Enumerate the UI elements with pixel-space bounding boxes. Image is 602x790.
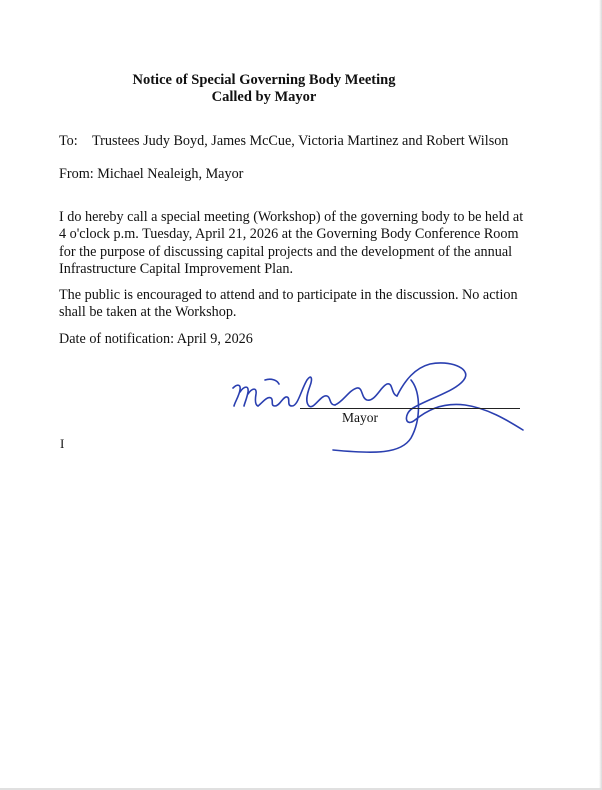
- paragraph-line: The public is encouraged to attend and to participate in the discussion. No action: [59, 287, 518, 303]
- sender-line: From: Michael Nealeigh, Mayor: [59, 166, 244, 182]
- signature-line: [300, 408, 520, 409]
- notification-date: Date of notification: April 9, 2026: [59, 331, 253, 347]
- handwritten-signature: [225, 350, 525, 460]
- meeting-call-paragraph: [59, 209, 529, 278]
- recipients-names: Trustees Judy Boyd, James McCue, Victoria Martinez and Robert Wilson: [92, 133, 509, 149]
- paragraph-line: for the purpose of discussing capital projects and the development of the annual: [59, 243, 513, 260]
- recipients-line: [59, 133, 529, 150]
- signature-block: [225, 350, 525, 460]
- notice-subtitle: Called by Mayor: [211, 89, 317, 105]
- notice-title: Notice of Special Governing Body Meeting: [132, 72, 396, 88]
- stray-mark: I: [60, 436, 65, 451]
- paragraph-line: I do hereby call a special meeting (Workshop) of the governing body to be held at: [59, 209, 524, 225]
- signature-caption: Mayor: [342, 410, 378, 425]
- recipients-label: To:: [59, 133, 78, 149]
- paragraph-line: shall be taken at the Workshop.: [59, 304, 237, 321]
- public-participation-paragraph: [59, 287, 529, 322]
- paragraph-line: Infrastructure Capital Improvement Plan.: [59, 260, 294, 277]
- paragraph-line: 4 o'clock p.m. Tuesday, April 21, 2026 at the Governing Body Conference Room: [59, 226, 519, 243]
